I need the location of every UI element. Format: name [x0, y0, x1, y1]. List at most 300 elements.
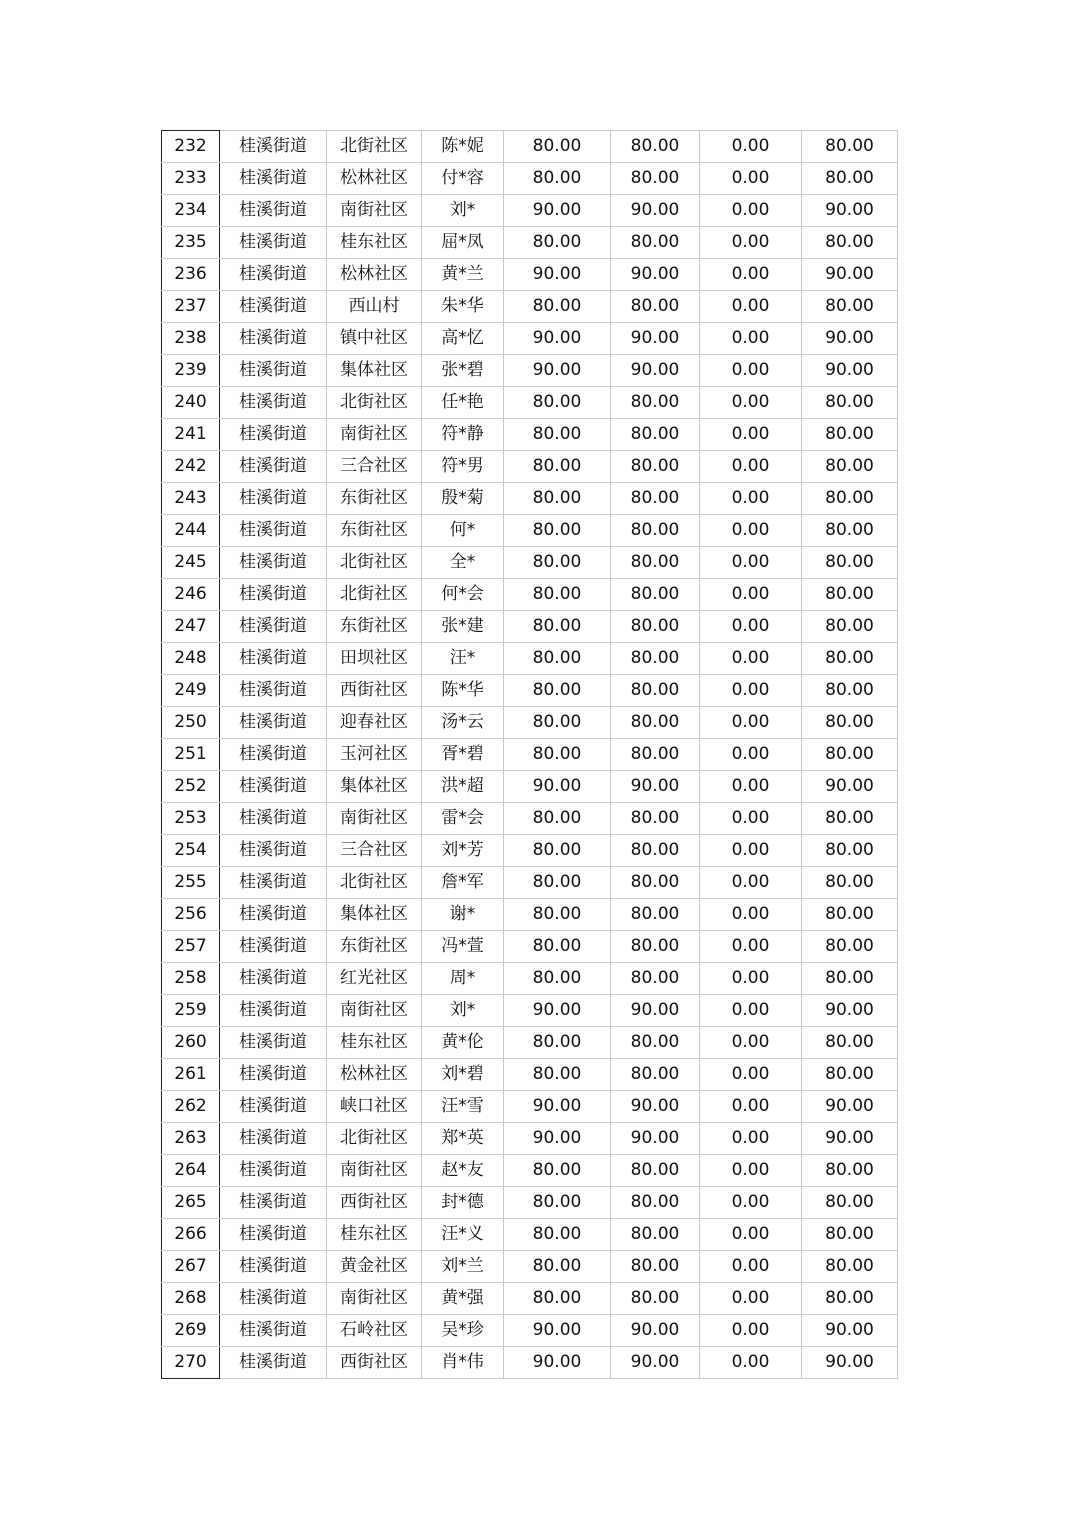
name-cell: 屈*凤: [422, 227, 504, 259]
amount-cell-3: 0.00: [700, 1187, 802, 1219]
amount-cell-4: 80.00: [802, 675, 898, 707]
amount-cell-3: 0.00: [700, 899, 802, 931]
amount-cell-2: 80.00: [611, 1155, 700, 1187]
name-cell: 黄*兰: [422, 259, 504, 291]
amount-cell-3: 0.00: [700, 867, 802, 899]
amount-cell-1: 90.00: [504, 1347, 611, 1379]
amount-cell-2: 80.00: [611, 611, 700, 643]
community-cell: 西街社区: [327, 1347, 422, 1379]
amount-cell-4: 80.00: [802, 643, 898, 675]
amount-cell-3: 0.00: [700, 835, 802, 867]
row-number-cell: 261: [162, 1059, 220, 1091]
amount-cell-3: 0.00: [700, 643, 802, 675]
amount-cell-4: 80.00: [802, 451, 898, 483]
subdistrict-cell: 桂溪街道: [220, 899, 327, 931]
amount-cell-3: 0.00: [700, 1283, 802, 1315]
table-row: [162, 195, 898, 227]
amount-cell-4: 80.00: [802, 1219, 898, 1251]
table-row: [162, 1091, 898, 1123]
subdistrict-cell: 桂溪街道: [220, 451, 327, 483]
row-number-cell: 270: [162, 1347, 220, 1379]
subdistrict-cell: 桂溪街道: [220, 1123, 327, 1155]
amount-cell-2: 90.00: [611, 355, 700, 387]
table-row: [162, 131, 898, 163]
amount-cell-1: 80.00: [504, 611, 611, 643]
row-number-cell: 233: [162, 163, 220, 195]
amount-cell-2: 80.00: [611, 739, 700, 771]
name-cell: 全*: [422, 547, 504, 579]
amount-cell-2: 90.00: [611, 1315, 700, 1347]
amount-cell-1: 80.00: [504, 1059, 611, 1091]
community-cell: 北街社区: [327, 579, 422, 611]
name-cell: 陈*妮: [422, 131, 504, 163]
row-number-cell: 239: [162, 355, 220, 387]
subdistrict-cell: 桂溪街道: [220, 611, 327, 643]
community-cell: 南街社区: [327, 803, 422, 835]
table-row: [162, 771, 898, 803]
data-table: [161, 130, 898, 1379]
subdistrict-cell: 桂溪街道: [220, 1187, 327, 1219]
subdistrict-cell: 桂溪街道: [220, 291, 327, 323]
subdistrict-cell: 桂溪街道: [220, 163, 327, 195]
amount-cell-2: 80.00: [611, 1187, 700, 1219]
row-number-cell: 256: [162, 899, 220, 931]
amount-cell-1: 80.00: [504, 1219, 611, 1251]
name-cell: 汪*雪: [422, 1091, 504, 1123]
amount-cell-1: 80.00: [504, 803, 611, 835]
amount-cell-3: 0.00: [700, 579, 802, 611]
row-number-cell: 255: [162, 867, 220, 899]
subdistrict-cell: 桂溪街道: [220, 1091, 327, 1123]
community-cell: 三合社区: [327, 835, 422, 867]
row-number-cell: 262: [162, 1091, 220, 1123]
amount-cell-2: 80.00: [611, 707, 700, 739]
subdistrict-cell: 桂溪街道: [220, 1315, 327, 1347]
amount-cell-3: 0.00: [700, 1091, 802, 1123]
amount-cell-1: 90.00: [504, 355, 611, 387]
amount-cell-1: 80.00: [504, 643, 611, 675]
amount-cell-2: 90.00: [611, 195, 700, 227]
table-row: [162, 547, 898, 579]
subdistrict-cell: 桂溪街道: [220, 1251, 327, 1283]
amount-cell-2: 80.00: [611, 1027, 700, 1059]
community-cell: 石岭社区: [327, 1315, 422, 1347]
row-number-cell: 238: [162, 323, 220, 355]
amount-cell-1: 80.00: [504, 675, 611, 707]
amount-cell-2: 80.00: [611, 931, 700, 963]
subdistrict-cell: 桂溪街道: [220, 1059, 327, 1091]
name-cell: 刘*芳: [422, 835, 504, 867]
community-cell: 松林社区: [327, 259, 422, 291]
name-cell: 汤*云: [422, 707, 504, 739]
amount-cell-1: 90.00: [504, 1315, 611, 1347]
subdistrict-cell: 桂溪街道: [220, 323, 327, 355]
row-number-cell: 235: [162, 227, 220, 259]
amount-cell-2: 80.00: [611, 131, 700, 163]
amount-cell-4: 90.00: [802, 355, 898, 387]
table-row: [162, 419, 898, 451]
amount-cell-1: 80.00: [504, 547, 611, 579]
table-row: [162, 515, 898, 547]
name-cell: 殷*菊: [422, 483, 504, 515]
table-row: [162, 579, 898, 611]
amount-cell-1: 80.00: [504, 963, 611, 995]
row-number-cell: 250: [162, 707, 220, 739]
name-cell: 刘*: [422, 195, 504, 227]
row-number-cell: 252: [162, 771, 220, 803]
table-row: [162, 675, 898, 707]
name-cell: 符*静: [422, 419, 504, 451]
amount-cell-4: 80.00: [802, 1187, 898, 1219]
name-cell: 胥*碧: [422, 739, 504, 771]
amount-cell-2: 80.00: [611, 547, 700, 579]
table-row: [162, 931, 898, 963]
amount-cell-3: 0.00: [700, 163, 802, 195]
amount-cell-4: 80.00: [802, 1251, 898, 1283]
table-row: [162, 1155, 898, 1187]
table-row: [162, 451, 898, 483]
row-number-cell: 265: [162, 1187, 220, 1219]
amount-cell-4: 80.00: [802, 803, 898, 835]
row-number-cell: 232: [162, 131, 220, 163]
amount-cell-3: 0.00: [700, 739, 802, 771]
amount-cell-3: 0.00: [700, 1027, 802, 1059]
amount-cell-1: 80.00: [504, 1283, 611, 1315]
amount-cell-1: 90.00: [504, 995, 611, 1027]
table-row: [162, 707, 898, 739]
subdistrict-cell: 桂溪街道: [220, 483, 327, 515]
amount-cell-4: 80.00: [802, 1059, 898, 1091]
table-row: [162, 483, 898, 515]
row-number-cell: 246: [162, 579, 220, 611]
table-row: [162, 803, 898, 835]
community-cell: 南街社区: [327, 195, 422, 227]
table-row: [162, 227, 898, 259]
name-cell: 朱*华: [422, 291, 504, 323]
amount-cell-2: 80.00: [611, 227, 700, 259]
name-cell: 何*会: [422, 579, 504, 611]
community-cell: 黄金社区: [327, 1251, 422, 1283]
amount-cell-1: 80.00: [504, 931, 611, 963]
amount-cell-3: 0.00: [700, 675, 802, 707]
table-row: [162, 1283, 898, 1315]
community-cell: 南街社区: [327, 995, 422, 1027]
subdistrict-cell: 桂溪街道: [220, 963, 327, 995]
amount-cell-4: 90.00: [802, 1315, 898, 1347]
amount-cell-4: 80.00: [802, 899, 898, 931]
subdistrict-cell: 桂溪街道: [220, 195, 327, 227]
amount-cell-2: 80.00: [611, 1219, 700, 1251]
amount-cell-3: 0.00: [700, 547, 802, 579]
amount-cell-1: 90.00: [504, 1123, 611, 1155]
amount-cell-2: 80.00: [611, 899, 700, 931]
subdistrict-cell: 桂溪街道: [220, 1283, 327, 1315]
amount-cell-4: 90.00: [802, 259, 898, 291]
amount-cell-2: 80.00: [611, 835, 700, 867]
amount-cell-3: 0.00: [700, 291, 802, 323]
community-cell: 南街社区: [327, 1155, 422, 1187]
amount-cell-4: 90.00: [802, 1123, 898, 1155]
amount-cell-3: 0.00: [700, 995, 802, 1027]
community-cell: 北街社区: [327, 387, 422, 419]
table-row: [162, 739, 898, 771]
table-row: [162, 1123, 898, 1155]
amount-cell-3: 0.00: [700, 1315, 802, 1347]
amount-cell-4: 80.00: [802, 547, 898, 579]
name-cell: 汪*义: [422, 1219, 504, 1251]
amount-cell-3: 0.00: [700, 931, 802, 963]
table-row: [162, 1027, 898, 1059]
amount-cell-2: 80.00: [611, 163, 700, 195]
subdistrict-cell: 桂溪街道: [220, 579, 327, 611]
subdistrict-cell: 桂溪街道: [220, 643, 327, 675]
amount-cell-1: 80.00: [504, 483, 611, 515]
name-cell: 吴*珍: [422, 1315, 504, 1347]
amount-cell-3: 0.00: [700, 355, 802, 387]
community-cell: 镇中社区: [327, 323, 422, 355]
row-number-cell: 234: [162, 195, 220, 227]
amount-cell-3: 0.00: [700, 451, 802, 483]
amount-cell-3: 0.00: [700, 1251, 802, 1283]
name-cell: 付*容: [422, 163, 504, 195]
amount-cell-2: 80.00: [611, 1283, 700, 1315]
amount-cell-4: 80.00: [802, 867, 898, 899]
amount-cell-2: 80.00: [611, 387, 700, 419]
community-cell: 桂东社区: [327, 1219, 422, 1251]
row-number-cell: 244: [162, 515, 220, 547]
subdistrict-cell: 桂溪街道: [220, 931, 327, 963]
name-cell: 冯*萱: [422, 931, 504, 963]
amount-cell-1: 80.00: [504, 739, 611, 771]
subdistrict-cell: 桂溪街道: [220, 355, 327, 387]
amount-cell-1: 80.00: [504, 835, 611, 867]
subdistrict-cell: 桂溪街道: [220, 707, 327, 739]
subdistrict-cell: 桂溪街道: [220, 131, 327, 163]
row-number-cell: 266: [162, 1219, 220, 1251]
row-number-cell: 240: [162, 387, 220, 419]
amount-cell-2: 90.00: [611, 771, 700, 803]
amount-cell-2: 90.00: [611, 995, 700, 1027]
amount-cell-4: 80.00: [802, 419, 898, 451]
community-cell: 集体社区: [327, 899, 422, 931]
name-cell: 黄*强: [422, 1283, 504, 1315]
amount-cell-4: 80.00: [802, 931, 898, 963]
amount-cell-2: 80.00: [611, 643, 700, 675]
amount-cell-3: 0.00: [700, 227, 802, 259]
community-cell: 西山村: [327, 291, 422, 323]
amount-cell-2: 80.00: [611, 675, 700, 707]
subdistrict-cell: 桂溪街道: [220, 515, 327, 547]
amount-cell-1: 90.00: [504, 1091, 611, 1123]
name-cell: 雷*会: [422, 803, 504, 835]
community-cell: 三合社区: [327, 451, 422, 483]
community-cell: 东街社区: [327, 611, 422, 643]
subdistrict-cell: 桂溪街道: [220, 771, 327, 803]
table-row: [162, 323, 898, 355]
row-number-cell: 254: [162, 835, 220, 867]
community-cell: 东街社区: [327, 483, 422, 515]
amount-cell-4: 80.00: [802, 131, 898, 163]
name-cell: 刘*碧: [422, 1059, 504, 1091]
amount-cell-4: 80.00: [802, 387, 898, 419]
amount-cell-3: 0.00: [700, 387, 802, 419]
amount-cell-4: 80.00: [802, 707, 898, 739]
community-cell: 红光社区: [327, 963, 422, 995]
table-row: [162, 1251, 898, 1283]
amount-cell-2: 80.00: [611, 803, 700, 835]
subdistrict-cell: 桂溪街道: [220, 259, 327, 291]
community-cell: 北街社区: [327, 867, 422, 899]
community-cell: 桂东社区: [327, 227, 422, 259]
amount-cell-2: 80.00: [611, 483, 700, 515]
data-table-container: [161, 130, 897, 1379]
subdistrict-cell: 桂溪街道: [220, 387, 327, 419]
amount-cell-4: 80.00: [802, 1155, 898, 1187]
row-number-cell: 248: [162, 643, 220, 675]
community-cell: 桂东社区: [327, 1027, 422, 1059]
community-cell: 东街社区: [327, 931, 422, 963]
subdistrict-cell: 桂溪街道: [220, 867, 327, 899]
subdistrict-cell: 桂溪街道: [220, 739, 327, 771]
row-number-cell: 269: [162, 1315, 220, 1347]
community-cell: 西街社区: [327, 675, 422, 707]
row-number-cell: 258: [162, 963, 220, 995]
amount-cell-2: 80.00: [611, 963, 700, 995]
name-cell: 詹*军: [422, 867, 504, 899]
community-cell: 东街社区: [327, 515, 422, 547]
amount-cell-2: 80.00: [611, 579, 700, 611]
name-cell: 任*艳: [422, 387, 504, 419]
amount-cell-1: 80.00: [504, 579, 611, 611]
amount-cell-2: 80.00: [611, 515, 700, 547]
amount-cell-1: 80.00: [504, 1251, 611, 1283]
amount-cell-4: 90.00: [802, 1347, 898, 1379]
table-row: [162, 259, 898, 291]
community-cell: 西街社区: [327, 1187, 422, 1219]
community-cell: 田坝社区: [327, 643, 422, 675]
name-cell: 周*: [422, 963, 504, 995]
amount-cell-4: 90.00: [802, 1091, 898, 1123]
amount-cell-2: 80.00: [611, 451, 700, 483]
row-number-cell: 267: [162, 1251, 220, 1283]
row-number-cell: 243: [162, 483, 220, 515]
table-row: [162, 163, 898, 195]
table-row: [162, 611, 898, 643]
amount-cell-3: 0.00: [700, 803, 802, 835]
table-row: [162, 1219, 898, 1251]
amount-cell-4: 80.00: [802, 291, 898, 323]
amount-cell-1: 80.00: [504, 1027, 611, 1059]
amount-cell-3: 0.00: [700, 1059, 802, 1091]
amount-cell-2: 80.00: [611, 291, 700, 323]
amount-cell-3: 0.00: [700, 611, 802, 643]
table-row: [162, 355, 898, 387]
community-cell: 迎春社区: [327, 707, 422, 739]
amount-cell-2: 80.00: [611, 1059, 700, 1091]
table-row: [162, 963, 898, 995]
amount-cell-1: 90.00: [504, 771, 611, 803]
table-row: [162, 1059, 898, 1091]
amount-cell-1: 80.00: [504, 1187, 611, 1219]
community-cell: 南街社区: [327, 1283, 422, 1315]
community-cell: 北街社区: [327, 547, 422, 579]
amount-cell-3: 0.00: [700, 963, 802, 995]
subdistrict-cell: 桂溪街道: [220, 1027, 327, 1059]
name-cell: 汪*: [422, 643, 504, 675]
subdistrict-cell: 桂溪街道: [220, 1219, 327, 1251]
amount-cell-3: 0.00: [700, 259, 802, 291]
amount-cell-4: 80.00: [802, 963, 898, 995]
row-number-cell: 253: [162, 803, 220, 835]
row-number-cell: 241: [162, 419, 220, 451]
row-number-cell: 236: [162, 259, 220, 291]
amount-cell-2: 80.00: [611, 867, 700, 899]
row-number-cell: 242: [162, 451, 220, 483]
amount-cell-1: 80.00: [504, 899, 611, 931]
row-number-cell: 263: [162, 1123, 220, 1155]
name-cell: 符*男: [422, 451, 504, 483]
amount-cell-2: 80.00: [611, 419, 700, 451]
table-row: [162, 995, 898, 1027]
name-cell: 陈*华: [422, 675, 504, 707]
row-number-cell: 257: [162, 931, 220, 963]
community-cell: 北街社区: [327, 131, 422, 163]
name-cell: 郑*英: [422, 1123, 504, 1155]
amount-cell-1: 90.00: [504, 323, 611, 355]
amount-cell-2: 90.00: [611, 1091, 700, 1123]
name-cell: 谢*: [422, 899, 504, 931]
amount-cell-3: 0.00: [700, 771, 802, 803]
amount-cell-1: 80.00: [504, 451, 611, 483]
table-row: [162, 643, 898, 675]
amount-cell-1: 80.00: [504, 707, 611, 739]
name-cell: 黄*伦: [422, 1027, 504, 1059]
subdistrict-cell: 桂溪街道: [220, 227, 327, 259]
name-cell: 张*建: [422, 611, 504, 643]
amount-cell-1: 80.00: [504, 387, 611, 419]
table-row: [162, 387, 898, 419]
amount-cell-4: 80.00: [802, 835, 898, 867]
row-number-cell: 249: [162, 675, 220, 707]
amount-cell-3: 0.00: [700, 515, 802, 547]
name-cell: 张*碧: [422, 355, 504, 387]
name-cell: 洪*超: [422, 771, 504, 803]
row-number-cell: 251: [162, 739, 220, 771]
subdistrict-cell: 桂溪街道: [220, 995, 327, 1027]
amount-cell-3: 0.00: [700, 195, 802, 227]
name-cell: 何*: [422, 515, 504, 547]
amount-cell-4: 90.00: [802, 771, 898, 803]
subdistrict-cell: 桂溪街道: [220, 547, 327, 579]
amount-cell-1: 80.00: [504, 163, 611, 195]
amount-cell-1: 80.00: [504, 515, 611, 547]
amount-cell-2: 90.00: [611, 259, 700, 291]
community-cell: 北街社区: [327, 1123, 422, 1155]
subdistrict-cell: 桂溪街道: [220, 803, 327, 835]
table-row: [162, 1347, 898, 1379]
amount-cell-3: 0.00: [700, 1219, 802, 1251]
amount-cell-3: 0.00: [700, 323, 802, 355]
amount-cell-4: 80.00: [802, 611, 898, 643]
community-cell: 松林社区: [327, 1059, 422, 1091]
amount-cell-4: 80.00: [802, 739, 898, 771]
table-row: [162, 1187, 898, 1219]
row-number-cell: 268: [162, 1283, 220, 1315]
name-cell: 赵*友: [422, 1155, 504, 1187]
amount-cell-3: 0.00: [700, 483, 802, 515]
amount-cell-1: 80.00: [504, 1155, 611, 1187]
name-cell: 刘*兰: [422, 1251, 504, 1283]
